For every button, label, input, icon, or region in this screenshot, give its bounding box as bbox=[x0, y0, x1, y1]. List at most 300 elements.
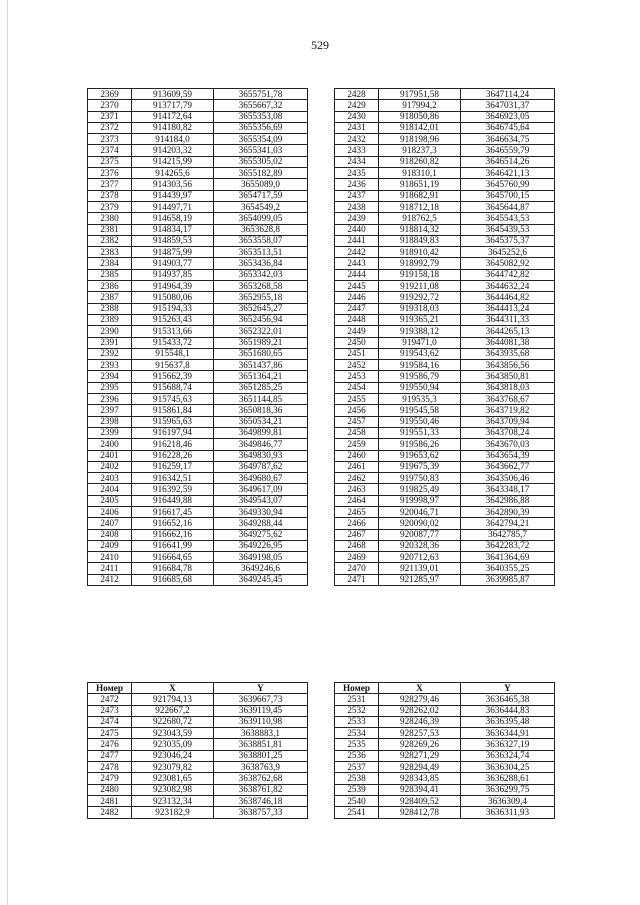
table-row bbox=[88, 484, 308, 495]
y-coordinate-cell: 3653558,07 bbox=[214, 235, 308, 246]
point-number-cell: 2456 bbox=[335, 405, 379, 416]
y-coordinate-cell: 3649198,05 bbox=[214, 552, 308, 563]
x-coordinate-cell: 915745,63 bbox=[132, 394, 214, 405]
y-coordinate-cell: 3643856,56 bbox=[461, 360, 555, 371]
table-row bbox=[335, 235, 555, 246]
x-coordinate-cell: 919998,97 bbox=[379, 495, 461, 506]
y-coordinate-cell: 3653628,8 bbox=[214, 224, 308, 235]
point-number-cell: 2409 bbox=[88, 540, 132, 551]
table-row bbox=[88, 739, 308, 750]
table-row bbox=[88, 145, 308, 156]
y-coordinate-cell: 3640355,25 bbox=[461, 563, 555, 574]
y-coordinate-cell: 3638761,82 bbox=[214, 784, 308, 795]
table-row bbox=[335, 134, 555, 145]
x-coordinate-cell: 916684,78 bbox=[132, 563, 214, 574]
x-coordinate-cell: 915433,72 bbox=[132, 337, 214, 348]
x-coordinate-cell: 928343,85 bbox=[379, 773, 461, 784]
x-coordinate-cell: 916449,88 bbox=[132, 495, 214, 506]
point-number-cell: 2369 bbox=[88, 89, 132, 100]
x-coordinate-cell: 918237,3 bbox=[379, 145, 461, 156]
point-number-cell: 2438 bbox=[335, 201, 379, 212]
point-number-cell: 2465 bbox=[335, 506, 379, 517]
point-number-cell: 2403 bbox=[88, 473, 132, 484]
y-coordinate-cell: 3638757,33 bbox=[214, 807, 308, 818]
x-coordinate-cell: 918651,19 bbox=[379, 179, 461, 190]
y-coordinate-cell: 3644632,24 bbox=[461, 281, 555, 292]
point-number-cell: 2375 bbox=[88, 156, 132, 167]
y-coordinate-cell: 3643708,24 bbox=[461, 427, 555, 438]
table-body bbox=[88, 89, 308, 586]
table-body bbox=[335, 694, 555, 818]
point-number-cell: 2388 bbox=[88, 303, 132, 314]
x-coordinate-cell: 915548,1 bbox=[132, 348, 214, 359]
x-coordinate-cell: 918050,86 bbox=[379, 111, 461, 122]
y-coordinate-cell: 3649617,09 bbox=[214, 484, 308, 495]
x-coordinate-cell: 916641,99 bbox=[132, 540, 214, 551]
x-coordinate-cell: 913717,79 bbox=[132, 100, 214, 111]
table-row bbox=[335, 213, 555, 224]
point-number-cell: 2536 bbox=[335, 750, 379, 761]
point-number-cell: 2397 bbox=[88, 405, 132, 416]
y-coordinate-cell: 3645082,92 bbox=[461, 258, 555, 269]
point-number-cell: 2376 bbox=[88, 168, 132, 179]
table-row bbox=[88, 394, 308, 405]
point-number-cell: 2437 bbox=[335, 190, 379, 201]
header-y: Y bbox=[461, 683, 555, 694]
y-coordinate-cell: 3645760,99 bbox=[461, 179, 555, 190]
x-coordinate-cell: 919365,21 bbox=[379, 314, 461, 325]
x-coordinate-cell: 928257,53 bbox=[379, 728, 461, 739]
x-coordinate-cell: 921794,13 bbox=[132, 694, 214, 705]
point-number-cell: 2380 bbox=[88, 213, 132, 224]
y-coordinate-cell: 3651680,65 bbox=[214, 348, 308, 359]
x-coordinate-cell: 919550,46 bbox=[379, 416, 461, 427]
y-coordinate-cell: 3638763,9 bbox=[214, 762, 308, 773]
page-number: 529 bbox=[311, 38, 329, 52]
point-number-cell: 2533 bbox=[335, 716, 379, 727]
table-row bbox=[88, 518, 308, 529]
y-coordinate-cell: 3643719,82 bbox=[461, 405, 555, 416]
x-coordinate-cell: 920712,63 bbox=[379, 552, 461, 563]
x-coordinate-cell: 923043,59 bbox=[132, 728, 214, 739]
y-coordinate-cell: 3643506,46 bbox=[461, 473, 555, 484]
point-number-cell: 2428 bbox=[335, 89, 379, 100]
x-coordinate-cell: 914439,97 bbox=[132, 190, 214, 201]
y-coordinate-cell: 3644311,33 bbox=[461, 314, 555, 325]
point-number-cell: 2472 bbox=[88, 694, 132, 705]
x-coordinate-cell: 914937,85 bbox=[132, 269, 214, 280]
table-row bbox=[335, 728, 555, 739]
x-coordinate-cell: 928409,52 bbox=[379, 795, 461, 806]
table-row bbox=[335, 739, 555, 750]
point-number-cell: 2451 bbox=[335, 348, 379, 359]
point-number-cell: 2477 bbox=[88, 750, 132, 761]
x-coordinate-cell: 928246,39 bbox=[379, 716, 461, 727]
x-coordinate-cell: 919545,58 bbox=[379, 405, 461, 416]
x-coordinate-cell: 923079,82 bbox=[132, 762, 214, 773]
table-row bbox=[335, 762, 555, 773]
point-number-cell: 2463 bbox=[335, 484, 379, 495]
point-number-cell: 2404 bbox=[88, 484, 132, 495]
x-coordinate-cell: 916218,46 bbox=[132, 439, 214, 450]
point-number-cell: 2479 bbox=[88, 773, 132, 784]
table-row bbox=[335, 716, 555, 727]
x-coordinate-cell: 928279,46 bbox=[379, 694, 461, 705]
point-number-cell: 2410 bbox=[88, 552, 132, 563]
y-coordinate-cell: 3644413,24 bbox=[461, 303, 555, 314]
table-row bbox=[335, 168, 555, 179]
y-coordinate-cell: 3649846,77 bbox=[214, 439, 308, 450]
table-row bbox=[335, 394, 555, 405]
y-coordinate-cell: 3646923,05 bbox=[461, 111, 555, 122]
y-coordinate-cell: 3638851,81 bbox=[214, 739, 308, 750]
x-coordinate-cell: 915637,8 bbox=[132, 360, 214, 371]
x-coordinate-cell: 914172,64 bbox=[132, 111, 214, 122]
y-coordinate-cell: 3653342,03 bbox=[214, 269, 308, 280]
table-row bbox=[88, 371, 308, 382]
y-coordinate-cell: 3649330,94 bbox=[214, 506, 308, 517]
point-number-cell: 2474 bbox=[88, 716, 132, 727]
x-coordinate-cell: 919550,94 bbox=[379, 382, 461, 393]
table-row bbox=[335, 750, 555, 761]
x-coordinate-cell: 923082,98 bbox=[132, 784, 214, 795]
point-number-cell: 2406 bbox=[88, 506, 132, 517]
point-number-cell: 2458 bbox=[335, 427, 379, 438]
point-number-cell: 2432 bbox=[335, 134, 379, 145]
point-number-cell: 2473 bbox=[88, 705, 132, 716]
table-row bbox=[88, 540, 308, 551]
point-number-cell: 2541 bbox=[335, 807, 379, 818]
table-row bbox=[335, 382, 555, 393]
point-number-cell: 2440 bbox=[335, 224, 379, 235]
table-row bbox=[335, 439, 555, 450]
x-coordinate-cell: 919543,62 bbox=[379, 348, 461, 359]
y-coordinate-cell: 3643670,03 bbox=[461, 439, 555, 450]
point-number-cell: 2471 bbox=[335, 574, 379, 585]
point-number-cell: 2381 bbox=[88, 224, 132, 235]
table-row bbox=[335, 247, 555, 258]
table-row bbox=[335, 348, 555, 359]
x-coordinate-cell: 928412,78 bbox=[379, 807, 461, 818]
y-coordinate-cell: 3643348,17 bbox=[461, 484, 555, 495]
y-coordinate-cell: 3652645,27 bbox=[214, 303, 308, 314]
point-number-cell: 2538 bbox=[335, 773, 379, 784]
x-coordinate-cell: 914903,77 bbox=[132, 258, 214, 269]
table-row bbox=[335, 100, 555, 111]
y-coordinate-cell: 3649288,44 bbox=[214, 518, 308, 529]
y-coordinate-cell: 3641364,69 bbox=[461, 552, 555, 563]
table-row bbox=[335, 540, 555, 551]
point-number-cell: 2384 bbox=[88, 258, 132, 269]
table-row bbox=[88, 694, 308, 705]
point-number-cell: 2469 bbox=[335, 552, 379, 563]
point-number-cell: 2385 bbox=[88, 269, 132, 280]
table-row bbox=[88, 292, 308, 303]
table-body bbox=[335, 89, 555, 586]
point-number-cell: 2443 bbox=[335, 258, 379, 269]
x-coordinate-cell: 914215,99 bbox=[132, 156, 214, 167]
point-number-cell: 2534 bbox=[335, 728, 379, 739]
y-coordinate-cell: 3652456,94 bbox=[214, 314, 308, 325]
x-coordinate-cell: 915861,84 bbox=[132, 405, 214, 416]
y-coordinate-cell: 3646514,26 bbox=[461, 156, 555, 167]
point-number-cell: 2478 bbox=[88, 762, 132, 773]
table-row bbox=[88, 224, 308, 235]
point-number-cell: 2531 bbox=[335, 694, 379, 705]
table-row bbox=[88, 473, 308, 484]
point-number-cell: 2393 bbox=[88, 360, 132, 371]
y-coordinate-cell: 3652955,18 bbox=[214, 292, 308, 303]
x-coordinate-cell: 921285,97 bbox=[379, 574, 461, 585]
table-row bbox=[335, 145, 555, 156]
table-row bbox=[88, 784, 308, 795]
point-number-cell: 2436 bbox=[335, 179, 379, 190]
point-number-cell: 2482 bbox=[88, 807, 132, 818]
x-coordinate-cell: 914859,53 bbox=[132, 235, 214, 246]
x-coordinate-cell: 919551,33 bbox=[379, 427, 461, 438]
table-row bbox=[88, 382, 308, 393]
y-coordinate-cell: 3649899,81 bbox=[214, 427, 308, 438]
y-coordinate-cell: 3645252,6 bbox=[461, 247, 555, 258]
header-row bbox=[88, 683, 308, 694]
y-coordinate-cell: 3654099,05 bbox=[214, 213, 308, 224]
point-number-cell: 2446 bbox=[335, 292, 379, 303]
point-number-cell: 2464 bbox=[335, 495, 379, 506]
table-row bbox=[88, 179, 308, 190]
table-row bbox=[88, 326, 308, 337]
point-number-cell: 2444 bbox=[335, 269, 379, 280]
point-number-cell: 2450 bbox=[335, 337, 379, 348]
point-number-cell: 2382 bbox=[88, 235, 132, 246]
x-coordinate-cell: 914497,71 bbox=[132, 201, 214, 212]
x-coordinate-cell: 914834,17 bbox=[132, 224, 214, 235]
point-number-cell: 2540 bbox=[335, 795, 379, 806]
x-coordinate-cell: 916662,16 bbox=[132, 529, 214, 540]
y-coordinate-cell: 3646634,75 bbox=[461, 134, 555, 145]
point-number-cell: 2389 bbox=[88, 314, 132, 325]
y-coordinate-cell: 3642794,21 bbox=[461, 518, 555, 529]
table-row bbox=[88, 552, 308, 563]
table-row bbox=[88, 762, 308, 773]
header-y: Y bbox=[214, 683, 308, 694]
point-number-cell: 2395 bbox=[88, 382, 132, 393]
point-number-cell: 2433 bbox=[335, 145, 379, 156]
table-row bbox=[335, 89, 555, 100]
point-number-cell: 2402 bbox=[88, 461, 132, 472]
x-coordinate-cell: 919675,39 bbox=[379, 461, 461, 472]
point-number-cell: 2435 bbox=[335, 168, 379, 179]
point-number-cell: 2396 bbox=[88, 394, 132, 405]
y-coordinate-cell: 3643654,39 bbox=[461, 450, 555, 461]
x-coordinate-cell: 928294,49 bbox=[379, 762, 461, 773]
table-row bbox=[88, 529, 308, 540]
coordinates-table-top-right bbox=[334, 88, 555, 586]
x-coordinate-cell: 916617,45 bbox=[132, 506, 214, 517]
table-row bbox=[88, 795, 308, 806]
x-coordinate-cell: 918142,01 bbox=[379, 122, 461, 133]
table-row bbox=[335, 495, 555, 506]
point-number-cell: 2372 bbox=[88, 122, 132, 133]
y-coordinate-cell: 3653436,84 bbox=[214, 258, 308, 269]
y-coordinate-cell: 3638801,25 bbox=[214, 750, 308, 761]
point-number-cell: 2391 bbox=[88, 337, 132, 348]
table-row bbox=[88, 807, 308, 818]
table-row bbox=[335, 281, 555, 292]
point-number-cell: 2442 bbox=[335, 247, 379, 258]
point-number-cell: 2455 bbox=[335, 394, 379, 405]
y-coordinate-cell: 3653268,58 bbox=[214, 281, 308, 292]
x-coordinate-cell: 913609,59 bbox=[132, 89, 214, 100]
y-coordinate-cell: 3654549,2 bbox=[214, 201, 308, 212]
table-row bbox=[88, 156, 308, 167]
point-number-cell: 2447 bbox=[335, 303, 379, 314]
point-number-cell: 2394 bbox=[88, 371, 132, 382]
y-coordinate-cell: 3642890,39 bbox=[461, 506, 555, 517]
y-coordinate-cell: 3645375,37 bbox=[461, 235, 555, 246]
point-number-cell: 2371 bbox=[88, 111, 132, 122]
table-row bbox=[88, 348, 308, 359]
point-number-cell: 2400 bbox=[88, 439, 132, 450]
point-number-cell: 2408 bbox=[88, 529, 132, 540]
table-row bbox=[88, 439, 308, 450]
header-number: Номер bbox=[335, 683, 379, 694]
table-row bbox=[88, 213, 308, 224]
table-row bbox=[88, 122, 308, 133]
y-coordinate-cell: 3651144,85 bbox=[214, 394, 308, 405]
point-number-cell: 2467 bbox=[335, 529, 379, 540]
table-row bbox=[335, 795, 555, 806]
point-number-cell: 2537 bbox=[335, 762, 379, 773]
table-row bbox=[335, 156, 555, 167]
table-row bbox=[335, 427, 555, 438]
x-coordinate-cell: 914184,0 bbox=[132, 134, 214, 145]
x-coordinate-cell: 914964,39 bbox=[132, 281, 214, 292]
y-coordinate-cell: 3643850,81 bbox=[461, 371, 555, 382]
y-coordinate-cell: 3636311,93 bbox=[461, 807, 555, 818]
x-coordinate-cell: 918712,18 bbox=[379, 201, 461, 212]
y-coordinate-cell: 3653513,51 bbox=[214, 247, 308, 258]
y-coordinate-cell: 3639110,98 bbox=[214, 716, 308, 727]
table-row bbox=[88, 773, 308, 784]
x-coordinate-cell: 919158,18 bbox=[379, 269, 461, 280]
point-number-cell: 2431 bbox=[335, 122, 379, 133]
y-coordinate-cell: 3645543,53 bbox=[461, 213, 555, 224]
table-row bbox=[335, 552, 555, 563]
x-coordinate-cell: 923081,65 bbox=[132, 773, 214, 784]
table-row bbox=[335, 694, 555, 705]
table-row bbox=[88, 235, 308, 246]
table-row bbox=[335, 416, 555, 427]
point-number-cell: 2379 bbox=[88, 201, 132, 212]
y-coordinate-cell: 3655353,08 bbox=[214, 111, 308, 122]
header-row bbox=[335, 683, 555, 694]
table-row bbox=[335, 360, 555, 371]
header-x: X bbox=[132, 683, 214, 694]
y-coordinate-cell: 3651437,86 bbox=[214, 360, 308, 371]
header-x: X bbox=[379, 683, 461, 694]
table-header bbox=[335, 683, 555, 694]
y-coordinate-cell: 3642986,88 bbox=[461, 495, 555, 506]
x-coordinate-cell: 917994,2 bbox=[379, 100, 461, 111]
y-coordinate-cell: 3643768,67 bbox=[461, 394, 555, 405]
point-number-cell: 2457 bbox=[335, 416, 379, 427]
table-row bbox=[88, 190, 308, 201]
x-coordinate-cell: 919584,16 bbox=[379, 360, 461, 371]
y-coordinate-cell: 3649543,07 bbox=[214, 495, 308, 506]
x-coordinate-cell: 914875,99 bbox=[132, 247, 214, 258]
y-coordinate-cell: 3655667,32 bbox=[214, 100, 308, 111]
x-coordinate-cell: 916259,17 bbox=[132, 461, 214, 472]
table-row bbox=[335, 201, 555, 212]
point-number-cell: 2454 bbox=[335, 382, 379, 393]
y-coordinate-cell: 3642785,7 bbox=[461, 529, 555, 540]
table-row bbox=[335, 303, 555, 314]
point-number-cell: 2532 bbox=[335, 705, 379, 716]
table-row bbox=[335, 518, 555, 529]
point-number-cell: 2399 bbox=[88, 427, 132, 438]
point-number-cell: 2405 bbox=[88, 495, 132, 506]
point-number-cell: 2407 bbox=[88, 518, 132, 529]
x-coordinate-cell: 918198,96 bbox=[379, 134, 461, 145]
table-row bbox=[335, 258, 555, 269]
table-row bbox=[335, 529, 555, 540]
table-row bbox=[88, 506, 308, 517]
x-coordinate-cell: 914180,82 bbox=[132, 122, 214, 133]
y-coordinate-cell: 3636444,83 bbox=[461, 705, 555, 716]
point-number-cell: 2383 bbox=[88, 247, 132, 258]
y-coordinate-cell: 3655356,69 bbox=[214, 122, 308, 133]
y-coordinate-cell: 3644464,82 bbox=[461, 292, 555, 303]
y-coordinate-cell: 3655182,89 bbox=[214, 168, 308, 179]
table-row bbox=[335, 461, 555, 472]
y-coordinate-cell: 3644081,38 bbox=[461, 337, 555, 348]
scan-edge-line bbox=[7, 0, 8, 905]
point-number-cell: 2411 bbox=[88, 563, 132, 574]
x-coordinate-cell: 919388,12 bbox=[379, 326, 461, 337]
table-row bbox=[335, 190, 555, 201]
table-row bbox=[88, 416, 308, 427]
table-row bbox=[335, 314, 555, 325]
table-row bbox=[335, 784, 555, 795]
y-coordinate-cell: 3636344,91 bbox=[461, 728, 555, 739]
point-number-cell: 2535 bbox=[335, 739, 379, 750]
table-row bbox=[88, 450, 308, 461]
coordinates-table-bottom-right bbox=[334, 682, 555, 819]
y-coordinate-cell: 3646745,64 bbox=[461, 122, 555, 133]
x-coordinate-cell: 928269,26 bbox=[379, 739, 461, 750]
y-coordinate-cell: 3644742,82 bbox=[461, 269, 555, 280]
x-coordinate-cell: 916685,68 bbox=[132, 574, 214, 585]
y-coordinate-cell: 3638762,68 bbox=[214, 773, 308, 784]
table-row bbox=[88, 258, 308, 269]
x-coordinate-cell: 915080,06 bbox=[132, 292, 214, 303]
table-row bbox=[88, 705, 308, 716]
y-coordinate-cell: 3649245,45 bbox=[214, 574, 308, 585]
point-number-cell: 2373 bbox=[88, 134, 132, 145]
point-number-cell: 2441 bbox=[335, 235, 379, 246]
x-coordinate-cell: 916197,94 bbox=[132, 427, 214, 438]
x-coordinate-cell: 919750,83 bbox=[379, 473, 461, 484]
table-row bbox=[88, 314, 308, 325]
table-row bbox=[335, 473, 555, 484]
x-coordinate-cell: 917951,58 bbox=[379, 89, 461, 100]
x-coordinate-cell: 920328,36 bbox=[379, 540, 461, 551]
table-row bbox=[335, 122, 555, 133]
point-number-cell: 2539 bbox=[335, 784, 379, 795]
x-coordinate-cell: 914265,6 bbox=[132, 168, 214, 179]
x-coordinate-cell: 918814,32 bbox=[379, 224, 461, 235]
point-number-cell: 2453 bbox=[335, 371, 379, 382]
